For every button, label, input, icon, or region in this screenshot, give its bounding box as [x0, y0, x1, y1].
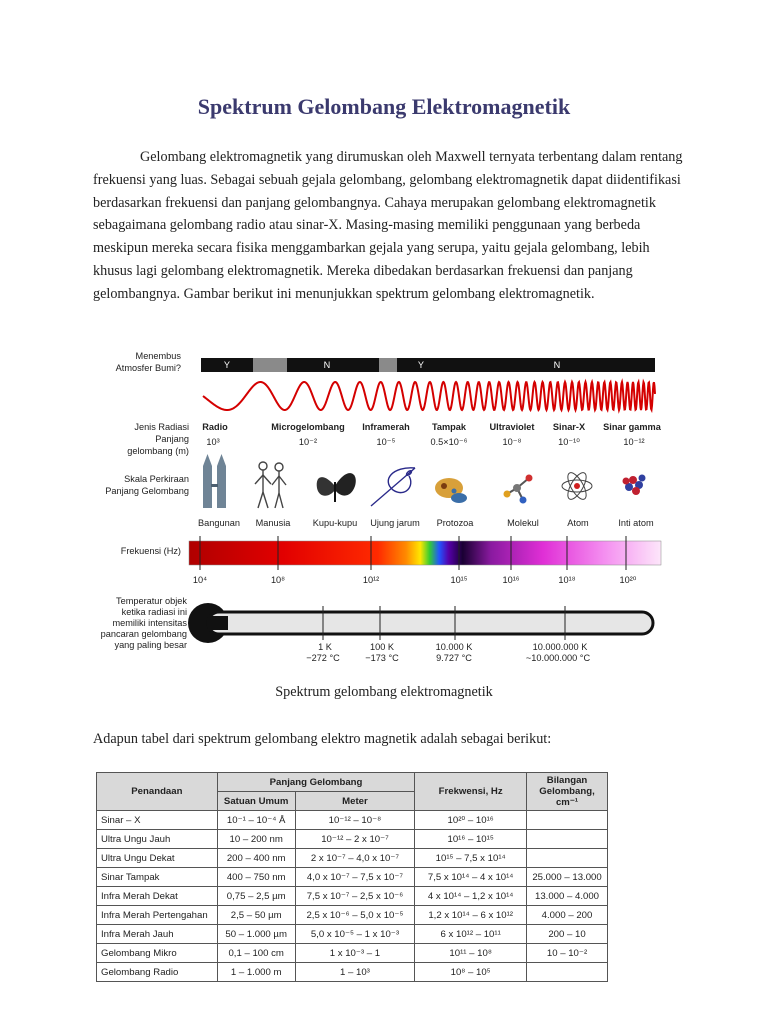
butterfly-icon: [317, 473, 356, 502]
spectrum-figure: [93, 348, 677, 678]
header-meter: Meter: [295, 792, 415, 811]
header-panjang-gelombang: Panjang Gelombang: [217, 773, 415, 792]
building-icon: [203, 454, 226, 508]
cell-satuan: 2,5 – 50 µm: [217, 906, 295, 925]
temp-label-1: Temperatur objek: [116, 596, 187, 606]
table-intro-text: Adapun tabel dari spektrum gelombang elektro magnetik adalah sebagai berikut:: [93, 731, 552, 747]
object-needle: Ujung jarum: [370, 518, 420, 528]
cell-satuan: 0,1 – 100 cm: [217, 944, 295, 963]
cell-penandaan: Ultra Ungu Dekat: [97, 849, 218, 868]
header-satuan-umum: Satuan Umum: [217, 792, 295, 811]
radiation-micro: Microgelombang: [271, 422, 345, 432]
page-title: Spektrum Gelombang Elektromagnetik: [197, 94, 571, 119]
cell-meter: 1 – 10³: [295, 963, 415, 982]
temp-label-3: memiliki intensitas: [112, 618, 187, 628]
protozoa-icon: [435, 478, 467, 503]
cell-frekwensi: 10¹¹ – 10⁸: [415, 944, 527, 963]
cell-meter: 10⁻¹² – 2 x 10⁻⁷: [295, 830, 415, 849]
panjang-label-2: gelombang (m): [127, 446, 189, 456]
cell-bilangan: 13.000 – 4.000: [527, 887, 608, 906]
freq-tick-label: 10¹²: [362, 575, 380, 585]
header-bilangan: Bilangan Gelombang, cm⁻¹: [527, 773, 608, 811]
freq-tick-label: 10⁴: [192, 575, 208, 585]
wavelength-radio: 10³: [206, 437, 220, 447]
cell-meter: 2,5 x 10⁻⁶ – 5,0 x 10⁻⁵: [295, 906, 415, 925]
figure-caption: Spektrum gelombang elektromagnetik: [275, 684, 493, 700]
cell-penandaan: Gelombang Radio: [97, 963, 218, 982]
wavelength-gamma: 10⁻¹²: [623, 437, 645, 447]
spectrum-table-wrap: [96, 772, 608, 982]
temp-k: 10.000 K: [435, 642, 473, 652]
temp-c: ~10.000.000 °C: [525, 653, 591, 663]
temp-c: −173 °C: [365, 653, 399, 663]
atmo-bar-segment: [379, 358, 397, 372]
temp-c: 9.727 °C: [436, 653, 472, 663]
atmo-y-2: Y: [417, 360, 425, 370]
cell-bilangan: 10 – 10⁻²: [527, 944, 608, 963]
cell-meter: 10⁻¹² – 10⁻⁸: [295, 811, 415, 830]
freq-tick-label: 10²⁰: [619, 575, 637, 585]
table-row: [97, 963, 608, 982]
cell-bilangan: [527, 849, 608, 868]
atmo-label-2: Atmosfer Bumi?: [115, 363, 181, 373]
table-row: [97, 925, 608, 944]
cell-frekwensi: 10⁸ – 10⁵: [415, 963, 527, 982]
cell-penandaan: Ultra Ungu Jauh: [97, 830, 218, 849]
cell-frekwensi: 10¹⁵ – 7,5 x 10¹⁴: [415, 849, 527, 868]
object-atom: Atom: [567, 518, 589, 528]
wavelength-xray: 10⁻¹⁰: [558, 437, 580, 447]
wavelength-tampak: 0.5×10⁻⁶: [430, 437, 468, 447]
table-row: [97, 868, 608, 887]
temp-label-4: pancaran gelombang: [100, 629, 187, 639]
em-wave: [203, 382, 655, 410]
cell-satuan: 0,75 – 2,5 µm: [217, 887, 295, 906]
temp-k: 1 K: [318, 642, 332, 652]
temp-label-2: ketika radiasi ini: [121, 607, 187, 617]
cell-frekwensi: 6 x 10¹² – 10¹¹: [415, 925, 527, 944]
cell-penandaan: Sinar – X: [97, 811, 218, 830]
radiation-uv: Ultraviolet: [489, 422, 535, 432]
cell-bilangan: 4.000 – 200: [527, 906, 608, 925]
cell-bilangan: 25.000 – 13.000: [527, 868, 608, 887]
molecule-icon: [504, 475, 533, 504]
cell-satuan: 10⁻¹ – 10⁻⁴ Å: [217, 811, 295, 830]
atmo-bar-segment: [287, 358, 379, 372]
intro-text: Gelombang elektromagnetik yang dirumuskan oleh Maxwell ternyata terbentang dalam rentang frekuensi yang luas. Sebagai sebuah gejala gelombang, gelombang elektromagnetik dapat diidentifikasi berdasarkan frekuensi dan panjang gelombangnya. Cahaya merupakan gelombang elektromagnetik sebagaimana gelombang radio atau sinar-X. Masing-masing memiliki penggunaan yang berbeda meskipun mereka secara fisika menggambarkan gejala yang serupa, yaitu gejala gelombang, lebih khusus lagi gelombang elektromagnetik. Mereka dibedakan berdasarkan frekuensi dan panjang gelombangnya. Gambar berikut ini menunjukkan spektrum gelombang elektromagnetik.: [93, 149, 683, 302]
object-protozoa: Protozoa: [436, 518, 474, 528]
object-human: Manusia: [255, 518, 291, 528]
radiation-infra: Inframerah: [362, 422, 410, 432]
radiation-gamma: Sinar gamma: [603, 422, 661, 432]
atmo-n-2: N: [553, 360, 561, 370]
table-row: [97, 944, 608, 963]
human-icon: [255, 462, 286, 508]
wavelength-uv: 10⁻⁸: [502, 437, 522, 447]
cell-bilangan: [527, 830, 608, 849]
atmo-label-1: Menembus: [135, 351, 181, 361]
spectrum-svg: [93, 348, 677, 678]
panjang-label-1: Panjang: [155, 434, 189, 444]
radiation-xray: Sinar-X: [552, 422, 586, 432]
cell-frekwensi: 4 x 10¹⁴ – 1,2 x 10¹⁴: [415, 887, 527, 906]
wavelength-infra: 10⁻⁵: [376, 437, 396, 447]
header-penandaan: Penandaan: [97, 773, 218, 811]
freq-tick-label: 10¹⁵: [450, 575, 468, 585]
cell-penandaan: Gelombang Mikro: [97, 944, 218, 963]
temp-k: 10.000.000 K: [532, 642, 588, 652]
cell-bilangan: 200 – 10: [527, 925, 608, 944]
atmo-y-1: Y: [223, 360, 231, 370]
cell-satuan: 200 – 400 nm: [217, 849, 295, 868]
wavelength-micro: 10⁻²: [298, 437, 318, 447]
cell-penandaan: Sinar Tampak: [97, 868, 218, 887]
skala-label-1: Skala Perkiraan: [124, 474, 189, 484]
cell-satuan: 50 – 1.000 µm: [217, 925, 295, 944]
nucleus-icon: [623, 475, 646, 496]
cell-satuan: 1 – 1.000 m: [217, 963, 295, 982]
table-row: [97, 811, 608, 830]
radiation-tampak: Tampak: [431, 422, 467, 432]
cell-meter: 4,0 x 10⁻⁷ – 7,5 x 10⁻⁷: [295, 868, 415, 887]
cell-penandaan: Infra Merah Jauh: [97, 925, 218, 944]
object-nucleus: Inti atom: [618, 518, 654, 528]
table-row: [97, 906, 608, 925]
object-building: Bangunan: [198, 518, 240, 528]
cell-frekwensi: 1,2 x 10¹⁴ – 6 x 10¹²: [415, 906, 527, 925]
temp-label-5: yang paling besar: [114, 640, 187, 650]
cell-meter: 2 x 10⁻⁷ – 4,0 x 10⁻⁷: [295, 849, 415, 868]
cell-penandaan: Infra Merah Pertengahan: [97, 906, 218, 925]
atmo-bar-segment: [253, 358, 287, 372]
cell-meter: 5,0 x 10⁻⁵ – 1 x 10⁻³: [295, 925, 415, 944]
cell-frekwensi: 10¹⁶ – 10¹⁵: [415, 830, 527, 849]
frequency-bar: [189, 541, 661, 565]
intro-paragraph: [93, 146, 683, 306]
radiation-radio: Radio: [202, 422, 228, 432]
cell-bilangan: [527, 963, 608, 982]
cell-frekwensi: 7,5 x 10¹⁴ – 4 x 10¹⁴: [415, 868, 527, 887]
atmo-bar-segment: [397, 358, 452, 372]
spectrum-table: [96, 772, 608, 982]
table-row: [97, 830, 608, 849]
cell-satuan: 10 – 200 nm: [217, 830, 295, 849]
jenis-label: Jenis Radiasi: [134, 422, 189, 432]
cell-meter: 7,5 x 10⁻⁷ – 2,5 x 10⁻⁶: [295, 887, 415, 906]
cell-frekwensi: 10²⁰ – 10¹⁶: [415, 811, 527, 830]
needle-icon: [371, 468, 415, 506]
freq-tick-label: 10¹⁶: [502, 575, 520, 585]
cell-meter: 1 x 10⁻³ – 1: [295, 944, 415, 963]
thermometer: [188, 603, 653, 643]
temp-c: −272 °C: [306, 653, 340, 663]
table-row: [97, 849, 608, 868]
cell-bilangan: [527, 811, 608, 830]
atmo-n-1: N: [323, 360, 331, 370]
skala-label-2: Panjang Gelombang: [105, 486, 189, 496]
freq-tick-label: 10⁸: [270, 575, 286, 585]
atom-icon: [562, 470, 592, 502]
freq-tick-label: 10¹⁸: [558, 575, 576, 585]
cell-satuan: 400 – 750 nm: [217, 868, 295, 887]
temp-k: 100 K: [369, 642, 395, 652]
header-frekwensi: Frekwensi, Hz: [415, 773, 527, 811]
object-molecule: Molekul: [507, 518, 539, 528]
frek-label: Frekuensi (Hz): [120, 546, 181, 556]
object-butterfly: Kupu-kupu: [312, 518, 358, 528]
table-row: [97, 887, 608, 906]
cell-penandaan: Infra Merah Dekat: [97, 887, 218, 906]
